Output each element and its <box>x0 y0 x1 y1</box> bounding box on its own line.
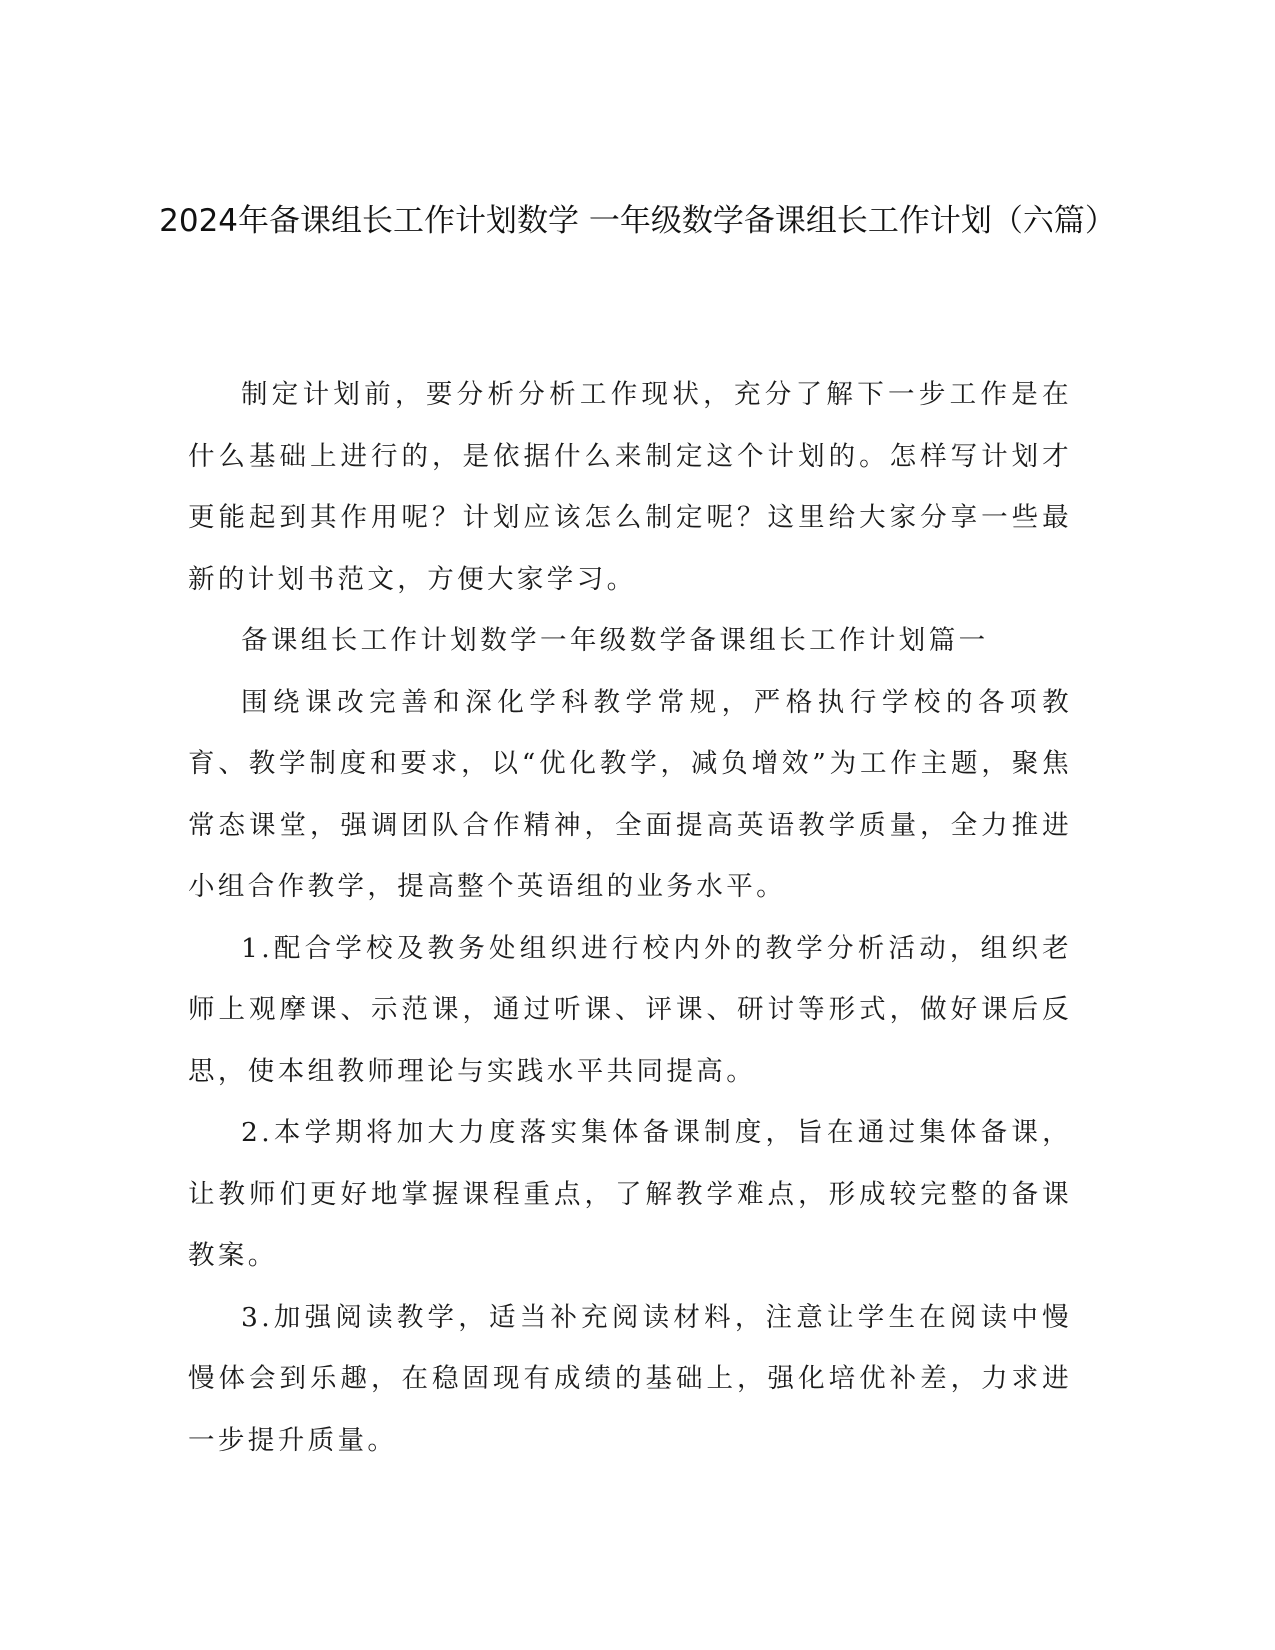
list-item-2: 2.本学期将加大力度落实集体备课制度，旨在通过集体备课，让教师们更好地掌握课程重点，了解教学难点，形成较完整的备课教案。 <box>188 1117 1072 1271</box>
list-item-3: 3.加强阅读教学，适当补充阅读材料，注意让学生在阅读中慢慢体会到乐趣，在稳固现有成绩的基础上，强化培优补差，力求进一步提升质量。 <box>188 1301 1072 1456</box>
document-title: 2024年备课组长工作计划数学 一年级数学备课组长工作计划（六篇） <box>159 203 1116 239</box>
section-heading-part-one: 备课组长工作计划数学一年级数学备课组长工作计划篇一 <box>241 625 989 656</box>
intro-paragraph: 制定计划前，要分析分析工作现状，充分了解下一步工作是在什么基础上进行的，是依据什么来制定这个计划的。怎样写计划才更能起到其作用呢？计划应该怎么制定呢？这里给大家分享一些最新的计划书范文，方便大家学习。 <box>188 379 1072 595</box>
list-item-1: 1.配合学校及教务处组织进行校内外的教学分析活动，组织老师上观摩课、示范课，通过听课、评课、研讨等形式，做好课后反思，使本组教师理论与实践水平共同提高。 <box>188 932 1072 1087</box>
body-paragraph: 围绕课改完善和深化学科教学常规，严格执行学校的各项教育、教学制度和要求，以“优化教学，减负增效”为工作主题，聚焦常态课堂，强调团队合作精神，全面提高英语教学质量，全力推进小组合作教学，提高整个英语组的业务水平。 <box>188 686 1072 902</box>
document-body <box>188 364 1072 1471</box>
